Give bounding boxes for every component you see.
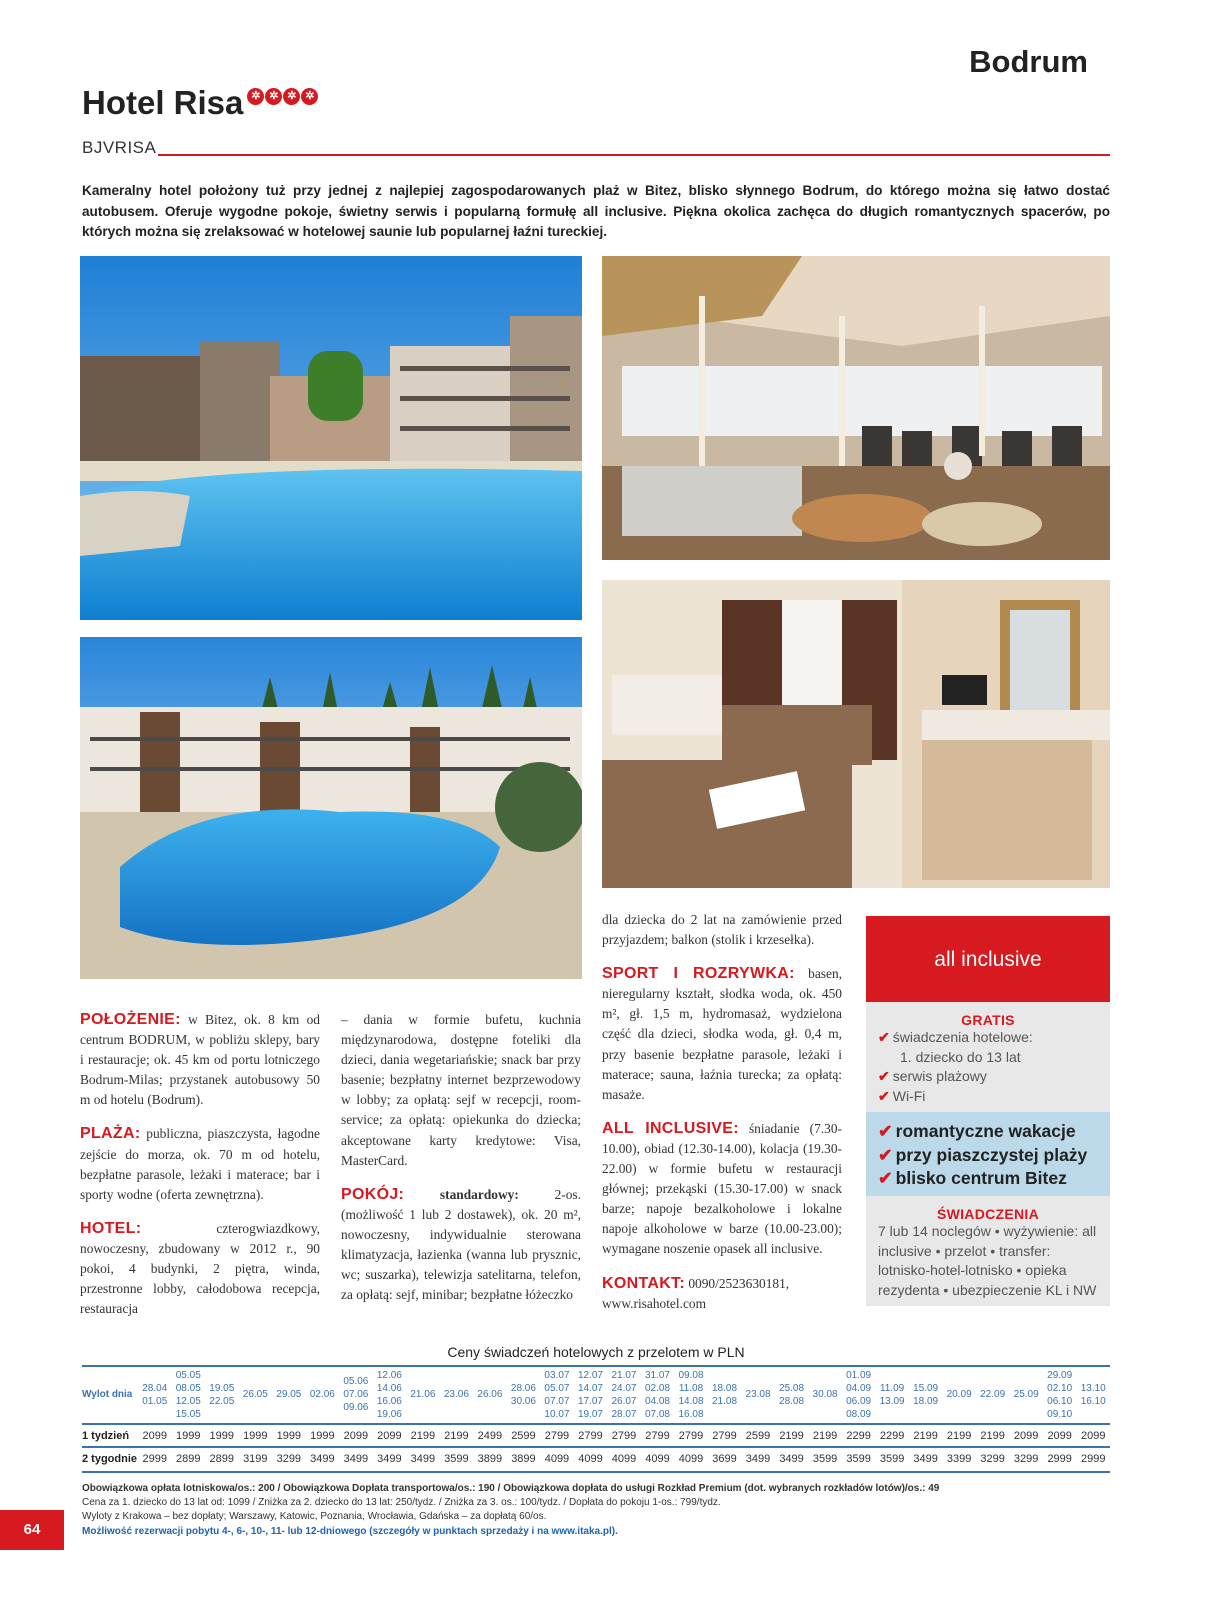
departure-dates	[775, 1366, 809, 1424]
restaurant-image	[602, 256, 1110, 560]
departure-dates	[976, 1366, 1010, 1424]
departure-date: 30.06	[510, 1395, 536, 1407]
departure-date: 30.08	[812, 1389, 838, 1400]
price-2-weeks: 3899	[473, 1447, 507, 1470]
departure-date: 26.06	[477, 1389, 503, 1400]
price-2-weeks: 3599	[842, 1447, 876, 1470]
intro-text: Kameralny hotel położony tuż przy jednej z najlepiej zagospodarowanych plaż w Bitez, blisko słynnego Bodrum, do którego można się łatwo dostać autobusem. Oferuje wygodne pokoje, świetny serwis i popularną formułę all inclusive. Piękna okolica zachęca do długich romantycznych spacerów, po których można się zrelaksować w hotelowej saunie lub popularnej łaźni tureckiej.	[82, 183, 1110, 239]
price-2-weeks: 2899	[205, 1447, 239, 1470]
gratis-panel	[866, 1002, 1110, 1112]
price-1-week: 2099	[373, 1424, 407, 1447]
price-2-weeks: 3499	[741, 1447, 775, 1470]
price-1-week: 2199	[775, 1424, 809, 1447]
departure-date: 01.05	[142, 1395, 168, 1407]
hotel-title	[82, 84, 318, 122]
section-hotel	[80, 1219, 320, 1319]
gratis-item: ✔ świadczenia hotelowe:	[878, 1029, 1033, 1045]
price-1-week: 2299	[875, 1424, 909, 1447]
price-2-weeks: 4099	[574, 1447, 608, 1470]
departure-dates	[205, 1366, 239, 1424]
section-pokoj	[341, 1185, 581, 1306]
price-1-week: 2199	[406, 1424, 440, 1447]
departure-dates	[306, 1366, 340, 1424]
week2-row	[82, 1447, 1110, 1470]
departure-dates	[808, 1366, 842, 1424]
star-rating	[247, 88, 318, 105]
departure-date: 16.08	[678, 1408, 704, 1420]
photo-restaurant	[602, 256, 1110, 560]
price-2-weeks: 3499	[339, 1447, 373, 1470]
price-1-week: 2199	[909, 1424, 943, 1447]
photo-pool-1	[80, 256, 582, 620]
price-1-week: 2199	[440, 1424, 474, 1447]
check-icon: ✔	[878, 1029, 890, 1045]
feature-item: ✔ blisko centrum Bitez	[878, 1168, 1067, 1188]
price-1-week: 2799	[641, 1424, 675, 1447]
kontakt-phone: 0090/2523630181,	[688, 1275, 790, 1291]
departure-date: 18.08	[712, 1382, 738, 1394]
departure-row	[82, 1366, 1110, 1424]
price-1-week: 2499	[473, 1424, 507, 1447]
departure-date: 26.07	[611, 1395, 637, 1407]
price-2-weeks: 3499	[306, 1447, 340, 1470]
price-2-weeks: 2899	[172, 1447, 206, 1470]
pool-image	[80, 256, 582, 620]
price-1-week: 2599	[741, 1424, 775, 1447]
features-panel	[866, 1112, 1110, 1196]
departure-date: 21.06	[410, 1389, 436, 1400]
price-1-week: 2799	[540, 1424, 574, 1447]
column-1	[80, 1010, 320, 1333]
departure-date: 15.05	[175, 1408, 201, 1420]
departure-dates	[172, 1366, 206, 1424]
price-2-weeks: 3299	[976, 1447, 1010, 1470]
departure-date: 19.07	[577, 1408, 603, 1420]
gratis-item: ✔ Wi-Fi	[878, 1087, 926, 1104]
departure-date: 22.09	[980, 1389, 1006, 1400]
departure-date: 14.07	[577, 1382, 603, 1394]
departure-date: 09.08	[678, 1369, 704, 1381]
departure-date: 10.07	[544, 1408, 570, 1420]
departure-date: 14.08	[678, 1395, 704, 1407]
departure-dates	[909, 1366, 943, 1424]
price-2-weeks: 2999	[1043, 1447, 1077, 1470]
section-polozenie	[80, 1010, 320, 1110]
gratis-subitem: 1. dziecko do 13 lat	[900, 1048, 1021, 1065]
departure-date: 28.08	[779, 1395, 805, 1407]
price-2-weeks: 3699	[708, 1447, 742, 1470]
departure-date: 14.06	[376, 1382, 402, 1394]
departure-date: 12.06	[376, 1369, 402, 1381]
departure-date: 20.09	[946, 1389, 972, 1400]
departure-date: 22.05	[209, 1395, 235, 1407]
price-2-weeks: 4099	[674, 1447, 708, 1470]
footnote-line: Cena za 1. dziecko do 13 lat od: 1099 / Zniżka za 2. dziecko do 13 lat: 250/tydz. / Zniżka za 3. os.: 100/tydz. / Dopłata do pokoju 1-os.: 799/tydz.	[82, 1497, 721, 1509]
price-1-week: 2099	[138, 1424, 172, 1447]
departure-date: 02.06	[309, 1389, 335, 1400]
departure-date: 05.06	[343, 1376, 369, 1387]
pool-aerial-image	[80, 637, 582, 979]
departure-date: 23.06	[443, 1389, 469, 1400]
departure-date: 04.09	[846, 1382, 872, 1394]
departure-date: 05.07	[544, 1382, 570, 1394]
hotel-name: Hotel Risa	[82, 84, 244, 121]
departure-dates	[507, 1366, 541, 1424]
price-2-weeks: 4099	[607, 1447, 641, 1470]
departure-date: 24.07	[611, 1382, 637, 1394]
polozenie-heading: POŁOŻENIE:	[80, 1011, 181, 1028]
price-1-week: 2099	[1009, 1424, 1043, 1447]
price-2-weeks: 3299	[1009, 1447, 1043, 1470]
departure-date: 03.07	[544, 1369, 570, 1381]
week1-label: 1 tydzień	[82, 1424, 138, 1447]
pokoj-continued: dla dziecka do 2 lat na zamówienie przed przyjazdem; balkon (stolik i krzesełka).	[602, 912, 842, 948]
departure-dates	[1009, 1366, 1043, 1424]
price-1-week: 1999	[306, 1424, 340, 1447]
price-1-week: 2099	[1043, 1424, 1077, 1447]
departure-date: 21.07	[611, 1369, 637, 1381]
sport-heading: SPORT I ROZRYWKA:	[602, 965, 795, 983]
kontakt-heading: KONTAKT:	[602, 1274, 685, 1292]
departure-date: 11.09	[879, 1382, 905, 1394]
departure-dates	[708, 1366, 742, 1424]
price-2-weeks: 4099	[540, 1447, 574, 1470]
departure-date: 13.09	[879, 1395, 905, 1407]
departure-date: 16.10	[1080, 1395, 1106, 1407]
departure-dates	[473, 1366, 507, 1424]
price-1-week: 2799	[574, 1424, 608, 1447]
price-2-weeks: 4099	[641, 1447, 675, 1470]
column-2	[341, 1010, 581, 1319]
pokoj-text: 2-os. (możliwość 1 lub 2 dostawek), ok. 20 m², nowoczesny, indywidualnie sterowana klimatyzacja, łazienka (wanna lub prysznic, wc; suszarka), telewizja satelitarna, telefon, za opłatą: sejf, minibar; bezpłatne łóżeczko	[341, 1186, 581, 1303]
departure-label: Wylot dnia	[82, 1389, 133, 1400]
price-2-weeks: 3399	[942, 1447, 976, 1470]
departure-date: 08.09	[846, 1408, 872, 1420]
week2-label: 2 tygodnie	[82, 1447, 138, 1470]
price-1-week: 2099	[339, 1424, 373, 1447]
departure-date: 15.09	[913, 1382, 939, 1394]
region-title: Bodrum	[969, 44, 1088, 79]
departure-dates	[440, 1366, 474, 1424]
departure-date: 19.06	[376, 1408, 402, 1420]
polozenie-text: w Bitez, ok. 8 km od centrum BODRUM, w pobliżu sklepy, bary i restauracje; ok. 45 km od portu lotniczego Bodrum-Milas; przystanek autobusowy 50 m od hotelu (Bodrum).	[80, 1012, 320, 1108]
hotel-text: czterogwiazdkowy, nowoczesny, zbudowany w 2012 r., 90 pokoi, 4 budynki, 2 piętra, winda, przestronne lobby, całodobowa recepcja, restauracja	[80, 1220, 320, 1317]
departure-date: 13.10	[1080, 1382, 1106, 1394]
departure-date: 06.09	[846, 1395, 872, 1407]
price-1-week: 2199	[942, 1424, 976, 1447]
price-2-weeks: 2999	[1076, 1447, 1110, 1470]
departure-date: 29.05	[276, 1389, 302, 1400]
kontakt-website[interactable]: www.risahotel.com	[602, 1295, 706, 1311]
footnote-line: Obowiązkowa opłata lotniskowa/os.: 200 / Obowiązkowa Dopłata transportowa/os.: 190 / Obowiązkowa dopłata do usługi Rozkład Premium (dot. wybranych rozkładów lotów)/os.: 49	[82, 1483, 940, 1494]
departure-dates	[1076, 1366, 1110, 1424]
departure-date: 18.09	[913, 1395, 939, 1407]
section-all-inclusive	[602, 1119, 842, 1260]
price-2-weeks: 3499	[909, 1447, 943, 1470]
departure-date: 01.09	[846, 1369, 872, 1381]
departure-dates	[406, 1366, 440, 1424]
departure-date: 25.09	[1013, 1389, 1039, 1400]
departure-dates	[1043, 1366, 1077, 1424]
check-icon: ✔	[878, 1144, 893, 1165]
departure-date: 02.10	[1047, 1382, 1073, 1394]
departure-date: 28.06	[510, 1382, 536, 1394]
check-icon: ✔	[878, 1168, 893, 1188]
price-1-week: 1999	[239, 1424, 273, 1447]
plaza-text: publiczna, piaszczysta, łagodne zejście do morza, ok. 70 m od hotelu, bezpłatne parasole, leżaki i materace; bar i sporty wodne (oferta zewnętrzna).	[80, 1126, 320, 1202]
departure-dates	[842, 1366, 876, 1424]
departure-date: 09.10	[1047, 1408, 1073, 1420]
check-icon: ✔	[878, 1121, 893, 1141]
departure-date: 05.05	[175, 1369, 201, 1381]
column-3	[602, 910, 842, 1328]
footnotes	[82, 1482, 1110, 1539]
departure-date: 28.07	[611, 1408, 637, 1420]
check-icon: ✔	[878, 1087, 890, 1104]
price-2-weeks: 3599	[440, 1447, 474, 1470]
departure-dates	[272, 1366, 306, 1424]
departure-date: 11.08	[678, 1382, 704, 1394]
week1-row	[82, 1424, 1110, 1447]
hotel-continued: – dania w formie bufetu, kuchnia międzynarodowa, dostępne foteliki dla dzieci, dania wegetariańskie; snack bar przy basenie; bezpłatny internet bezprzewodowy w lobby; za opłatą: sejf w recepcji, room-service; za opłatą: opiekunka do dziecka; akceptowane karty kredytowe: Visa, MasterCard.	[341, 1012, 581, 1168]
departure-date: 08.05	[175, 1382, 201, 1394]
star-icon: ✲	[265, 88, 282, 105]
price-1-week: 2199	[808, 1424, 842, 1447]
price-2-weeks: 3199	[239, 1447, 273, 1470]
footnote-line: Możliwość rezerwacji pobytu 4-, 6-, 10-, 11- lub 12-dniowego (szczegóły w punktach sprzedaży i na www.itaka.pl).	[82, 1525, 618, 1537]
departure-date: 28.04	[142, 1382, 168, 1394]
price-1-week: 2299	[842, 1424, 876, 1447]
departure-dates	[138, 1366, 172, 1424]
departure-date: 19.05	[209, 1382, 235, 1394]
price-2-weeks: 3599	[808, 1447, 842, 1470]
photo-pool-2	[80, 637, 582, 979]
departure-date: 31.07	[644, 1369, 670, 1381]
hotel-code: BJVRISA	[82, 138, 157, 157]
price-1-week: 2799	[607, 1424, 641, 1447]
page-number: 64	[0, 1510, 64, 1550]
section-plaza	[80, 1124, 320, 1204]
price-1-week: 2099	[1076, 1424, 1110, 1447]
table-bottom-rule	[82, 1471, 1110, 1473]
departure-date: 16.06	[376, 1395, 402, 1407]
departure-date: 12.07	[577, 1369, 603, 1381]
room-image	[602, 580, 1110, 888]
departure-date: 07.07	[544, 1395, 570, 1407]
departure-date: 07.08	[644, 1408, 670, 1420]
sport-text: basen, nieregularny kształt, słodka woda, ok. 450 m², gł. 1,5 m, hydromasaż, wydzielona część dla dzieci, słodka woda, gł. 0,4 m, przy basenie bezpłatne parasole, leżaki i materace; sauna, łaźnia turecka; za opłatą: masaże.	[602, 966, 842, 1102]
departure-date: 04.08	[644, 1395, 670, 1407]
price-2-weeks: 3599	[875, 1447, 909, 1470]
price-1-week: 1999	[272, 1424, 306, 1447]
price-1-week: 2199	[976, 1424, 1010, 1447]
star-icon: ✲	[301, 88, 318, 105]
departure-date: 12.05	[175, 1395, 201, 1407]
departure-dates	[339, 1366, 373, 1424]
price-2-weeks: 3299	[272, 1447, 306, 1470]
price-1-week: 2599	[507, 1424, 541, 1447]
departure-date: 23.08	[745, 1389, 771, 1400]
departure-date: 09.06	[343, 1402, 369, 1413]
departure-dates	[239, 1366, 273, 1424]
offer-sidebar	[866, 916, 1110, 1306]
price-2-weeks: 3499	[373, 1447, 407, 1470]
hotel-heading: HOTEL:	[80, 1219, 142, 1237]
departure-date: 21.08	[712, 1395, 738, 1407]
check-icon: ✔	[878, 1068, 890, 1084]
sidebar-header: all inclusive	[866, 916, 1110, 1002]
price-2-weeks: 3899	[507, 1447, 541, 1470]
gratis-title: GRATIS	[961, 1012, 1015, 1028]
photo-room	[602, 580, 1110, 888]
star-icon: ✲	[283, 88, 300, 105]
departure-dates	[875, 1366, 909, 1424]
swiadczenia-text: 7 lub 14 noclegów • wyżywienie: all inclusive • przelot • transfer: lotnisko-hotel-lotnisko • opieka rezydenta • ubezpieczenie KL i NW	[878, 1223, 1097, 1298]
price-table-title: Ceny świadczeń hotelowych z przelotem w PLN	[447, 1344, 745, 1360]
departure-date: 25.08	[779, 1382, 805, 1394]
star-icon: ✲	[247, 88, 264, 105]
gratis-item: ✔ serwis plażowy	[878, 1068, 987, 1084]
feature-item: ✔ przy piaszczystej plaży	[878, 1144, 1088, 1165]
pokoj-type: standardowy:	[439, 1186, 519, 1202]
departure-dates	[641, 1366, 675, 1424]
departure-date: 17.07	[577, 1395, 603, 1407]
section-sport	[602, 964, 842, 1105]
price-1-week: 2799	[674, 1424, 708, 1447]
section-kontakt	[602, 1274, 842, 1314]
departure-dates	[942, 1366, 976, 1424]
all-inclusive-text: śniadanie (7.30-10.00), obiad (12.30-14.00), kolacja (19.30-22.00) w formie bufetu w restauracji głównej; przekąski (15.30-17.00) w snack barze; napoje bezalkoholowe i lokalne napoje alkoholowe w barze (10.00-23.00); wymagane noszenie opasek all inclusive.	[602, 1120, 842, 1257]
price-1-week: 1999	[205, 1424, 239, 1447]
departure-dates	[674, 1366, 708, 1424]
departure-date: 07.06	[343, 1389, 369, 1400]
price-table	[82, 1366, 1110, 1470]
swiadczenia-title: ŚWIADCZENIA	[936, 1206, 1040, 1222]
all-inclusive-heading: ALL INCLUSIVE:	[602, 1119, 739, 1137]
price-2-weeks: 2999	[138, 1447, 172, 1470]
swiadczenia-panel	[866, 1196, 1110, 1306]
departure-date: 06.10	[1047, 1395, 1073, 1407]
departure-dates	[540, 1366, 574, 1424]
departure-dates	[373, 1366, 407, 1424]
departure-date: 02.08	[644, 1382, 670, 1394]
departure-date: 29.09	[1047, 1369, 1073, 1381]
plaza-heading: PLAŻA:	[80, 1125, 141, 1143]
pokoj-heading: POKÓJ:	[341, 1185, 405, 1203]
price-2-weeks: 3499	[406, 1447, 440, 1470]
price-2-weeks: 3499	[775, 1447, 809, 1470]
price-1-week: 2799	[708, 1424, 742, 1447]
departure-dates	[574, 1366, 608, 1424]
departure-dates	[607, 1366, 641, 1424]
departure-date: 26.05	[242, 1389, 268, 1400]
header-rule	[158, 154, 1110, 156]
departure-dates	[741, 1366, 775, 1424]
footnote-line: Wyloty z Krakowa – bez dopłaty; Warszawy, Katowic, Poznania, Wrocławia, Gdańska – za dopłatą 60/os.	[82, 1511, 547, 1523]
price-1-week: 1999	[172, 1424, 206, 1447]
feature-item: ✔ romantyczne wakacje	[878, 1121, 1076, 1141]
